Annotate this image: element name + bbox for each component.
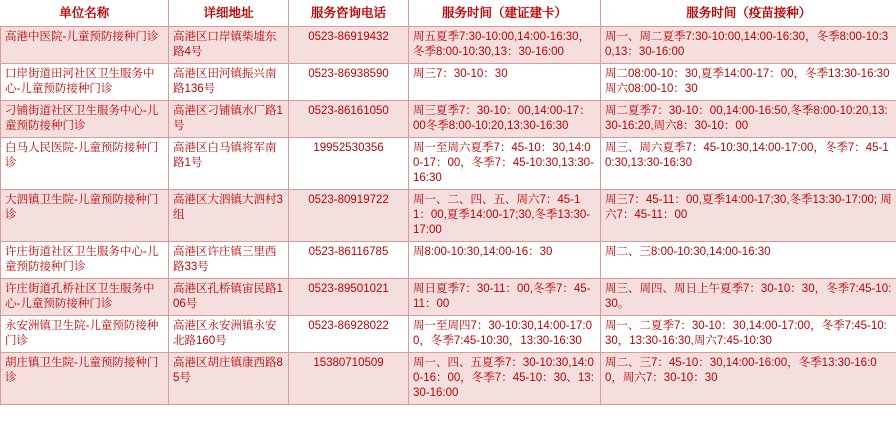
- cell-service-time-card: 周日夏季7：30-11：00,冬季7：45-11：00: [409, 279, 601, 316]
- cell-address: 高港区许庄镇三里西路33号: [169, 242, 289, 279]
- cell-service-time-vaccine: 周三、周六夏季7：45-10:30,14:00-17:00，冬季7：45-10:30,13:30-16:30: [601, 138, 896, 190]
- cell-phone: 0523-80919722: [289, 190, 409, 242]
- table-row: [1, 27, 896, 64]
- cell-service-time-vaccine: 周一、周二夏季7:30-10:00,14:00-16:30，冬季8:00-10:30,13：30-16:00: [601, 27, 896, 64]
- column-header-phone: 服务咨询电话: [289, 0, 409, 27]
- cell-address: 高港区大泗镇大泗村3组: [169, 190, 289, 242]
- cell-unit-name: 胡庄镇卫生院-儿童预防接种门诊: [1, 353, 169, 405]
- cell-address: 高港区胡庄镇康西路85号: [169, 353, 289, 405]
- table-row: [1, 138, 896, 190]
- cell-phone: 0523-86919432: [289, 27, 409, 64]
- column-header-service-time-card: 服务时间（建证建卡）: [409, 0, 601, 27]
- cell-address: 高港区白马镇将军南路1号: [169, 138, 289, 190]
- cell-unit-name: 大泗镇卫生院-儿童预防接种门诊: [1, 190, 169, 242]
- table-row: [1, 101, 896, 138]
- cell-unit-name: 永安洲镇卫生院-儿童预防接种门诊: [1, 316, 169, 353]
- cell-service-time-vaccine: 周三、周四、周日上午夏季7：30-10：30，冬季7:45-10:30。: [601, 279, 896, 316]
- cell-service-time-vaccine: 周三7：45-11：00,夏季14:00-17;30,冬季13:30-17:00; 周六7：45-11：00: [601, 190, 896, 242]
- cell-address: 高港区口岸镇柴墟东路4号: [169, 27, 289, 64]
- cell-address: 高港区刁铺镇水厂路1号: [169, 101, 289, 138]
- cell-address: 高港区孔桥镇宙民路106号: [169, 279, 289, 316]
- table-row: [1, 64, 896, 101]
- cell-address: 高港区田河镇振兴南路136号: [169, 64, 289, 101]
- cell-phone: 0523-86938590: [289, 64, 409, 101]
- column-header-unit-name: 单位名称: [1, 0, 169, 27]
- cell-service-time-card: 周一、四、五夏季7：30-10:30,14:00-16：00，冬季7：45-10：30、13:30-16:00: [409, 353, 601, 405]
- cell-unit-name: 白马人民医院-儿童预防接种门诊: [1, 138, 169, 190]
- cell-service-time-card: 周三夏季7：30-10：00,14:00-17：00冬季8:00-10:20,13:30-16:30: [409, 101, 601, 138]
- table-header-row: [1, 0, 896, 27]
- cell-unit-name: 许庄街道孔桥社区卫生服务中心-儿童预防接种门诊: [1, 279, 169, 316]
- cell-unit-name: 高港中医院-儿童预防接种门诊: [1, 27, 169, 64]
- cell-service-time-card: 周8:00-10:30,14:00-16：30: [409, 242, 601, 279]
- table-row: [1, 279, 896, 316]
- column-header-address: 详细地址: [169, 0, 289, 27]
- cell-unit-name: 刁铺街道社区卫生服务中心-儿童预防接种门诊: [1, 101, 169, 138]
- cell-service-time-vaccine: 周一、二夏季7：30-10：30,14:00-17:00，冬季7:45-10:30，13:30-16:30,周六7:45-10:30: [601, 316, 896, 353]
- cell-service-time-vaccine: 周二夏季7：30-10：00,14:00-16:50,冬季8:00-10:20,13:30-16:20,周六8：30-10：00: [601, 101, 896, 138]
- table-row: [1, 316, 896, 353]
- cell-service-time-card: 周一至周四7：30-10:30,14:00-17:00，冬季7:45-10:30，13:30-16:30: [409, 316, 601, 353]
- cell-phone: 0523-86161050: [289, 101, 409, 138]
- table-header: [1, 0, 896, 27]
- cell-unit-name: 许庄街道社区卫生服务中心-儿童预防接种门诊: [1, 242, 169, 279]
- cell-service-time-vaccine: 周二08:00-10：30,夏季14:00-17：00，冬季13:30-16:30 周六08:00-10：30: [601, 64, 896, 101]
- cell-unit-name: 口岸街道田河社区卫生服务中心-儿童预防接种门诊: [1, 64, 169, 101]
- cell-phone: 0523-86928022: [289, 316, 409, 353]
- cell-service-time-card: 周一至周六夏季7：45-10：30,14:00-17：00，冬季7：45-10:30,13:30-16:30: [409, 138, 601, 190]
- cell-service-time-vaccine: 周二、三7：45-10：30,14:00-16:00，冬季13:30-16:00，周六7：30-10：30: [601, 353, 896, 405]
- cell-phone: 19952530356: [289, 138, 409, 190]
- table-row: [1, 190, 896, 242]
- cell-phone: 0523-86116785: [289, 242, 409, 279]
- cell-phone: 15380710509: [289, 353, 409, 405]
- cell-service-time-vaccine: 周二、三8:00-10:30,14:00-16:30: [601, 242, 896, 279]
- cell-service-time-card: 周三7：30-10：30: [409, 64, 601, 101]
- table-row: [1, 242, 896, 279]
- cell-phone: 0523-89501021: [289, 279, 409, 316]
- cell-address: 高港区永安洲镇永安北路160号: [169, 316, 289, 353]
- table-body: [1, 27, 896, 405]
- cell-service-time-card: 周五夏季7:30-10:00,14:00-16:30，冬季8:00-10:30,13：30-16:00: [409, 27, 601, 64]
- table-row: [1, 353, 896, 405]
- cell-service-time-card: 周一、二、四、五、周六7：45-11：00,夏季14:00-17;30,冬季13:30-17:00: [409, 190, 601, 242]
- column-header-service-time-vaccine: 服务时间（疫苗接种）: [601, 0, 896, 27]
